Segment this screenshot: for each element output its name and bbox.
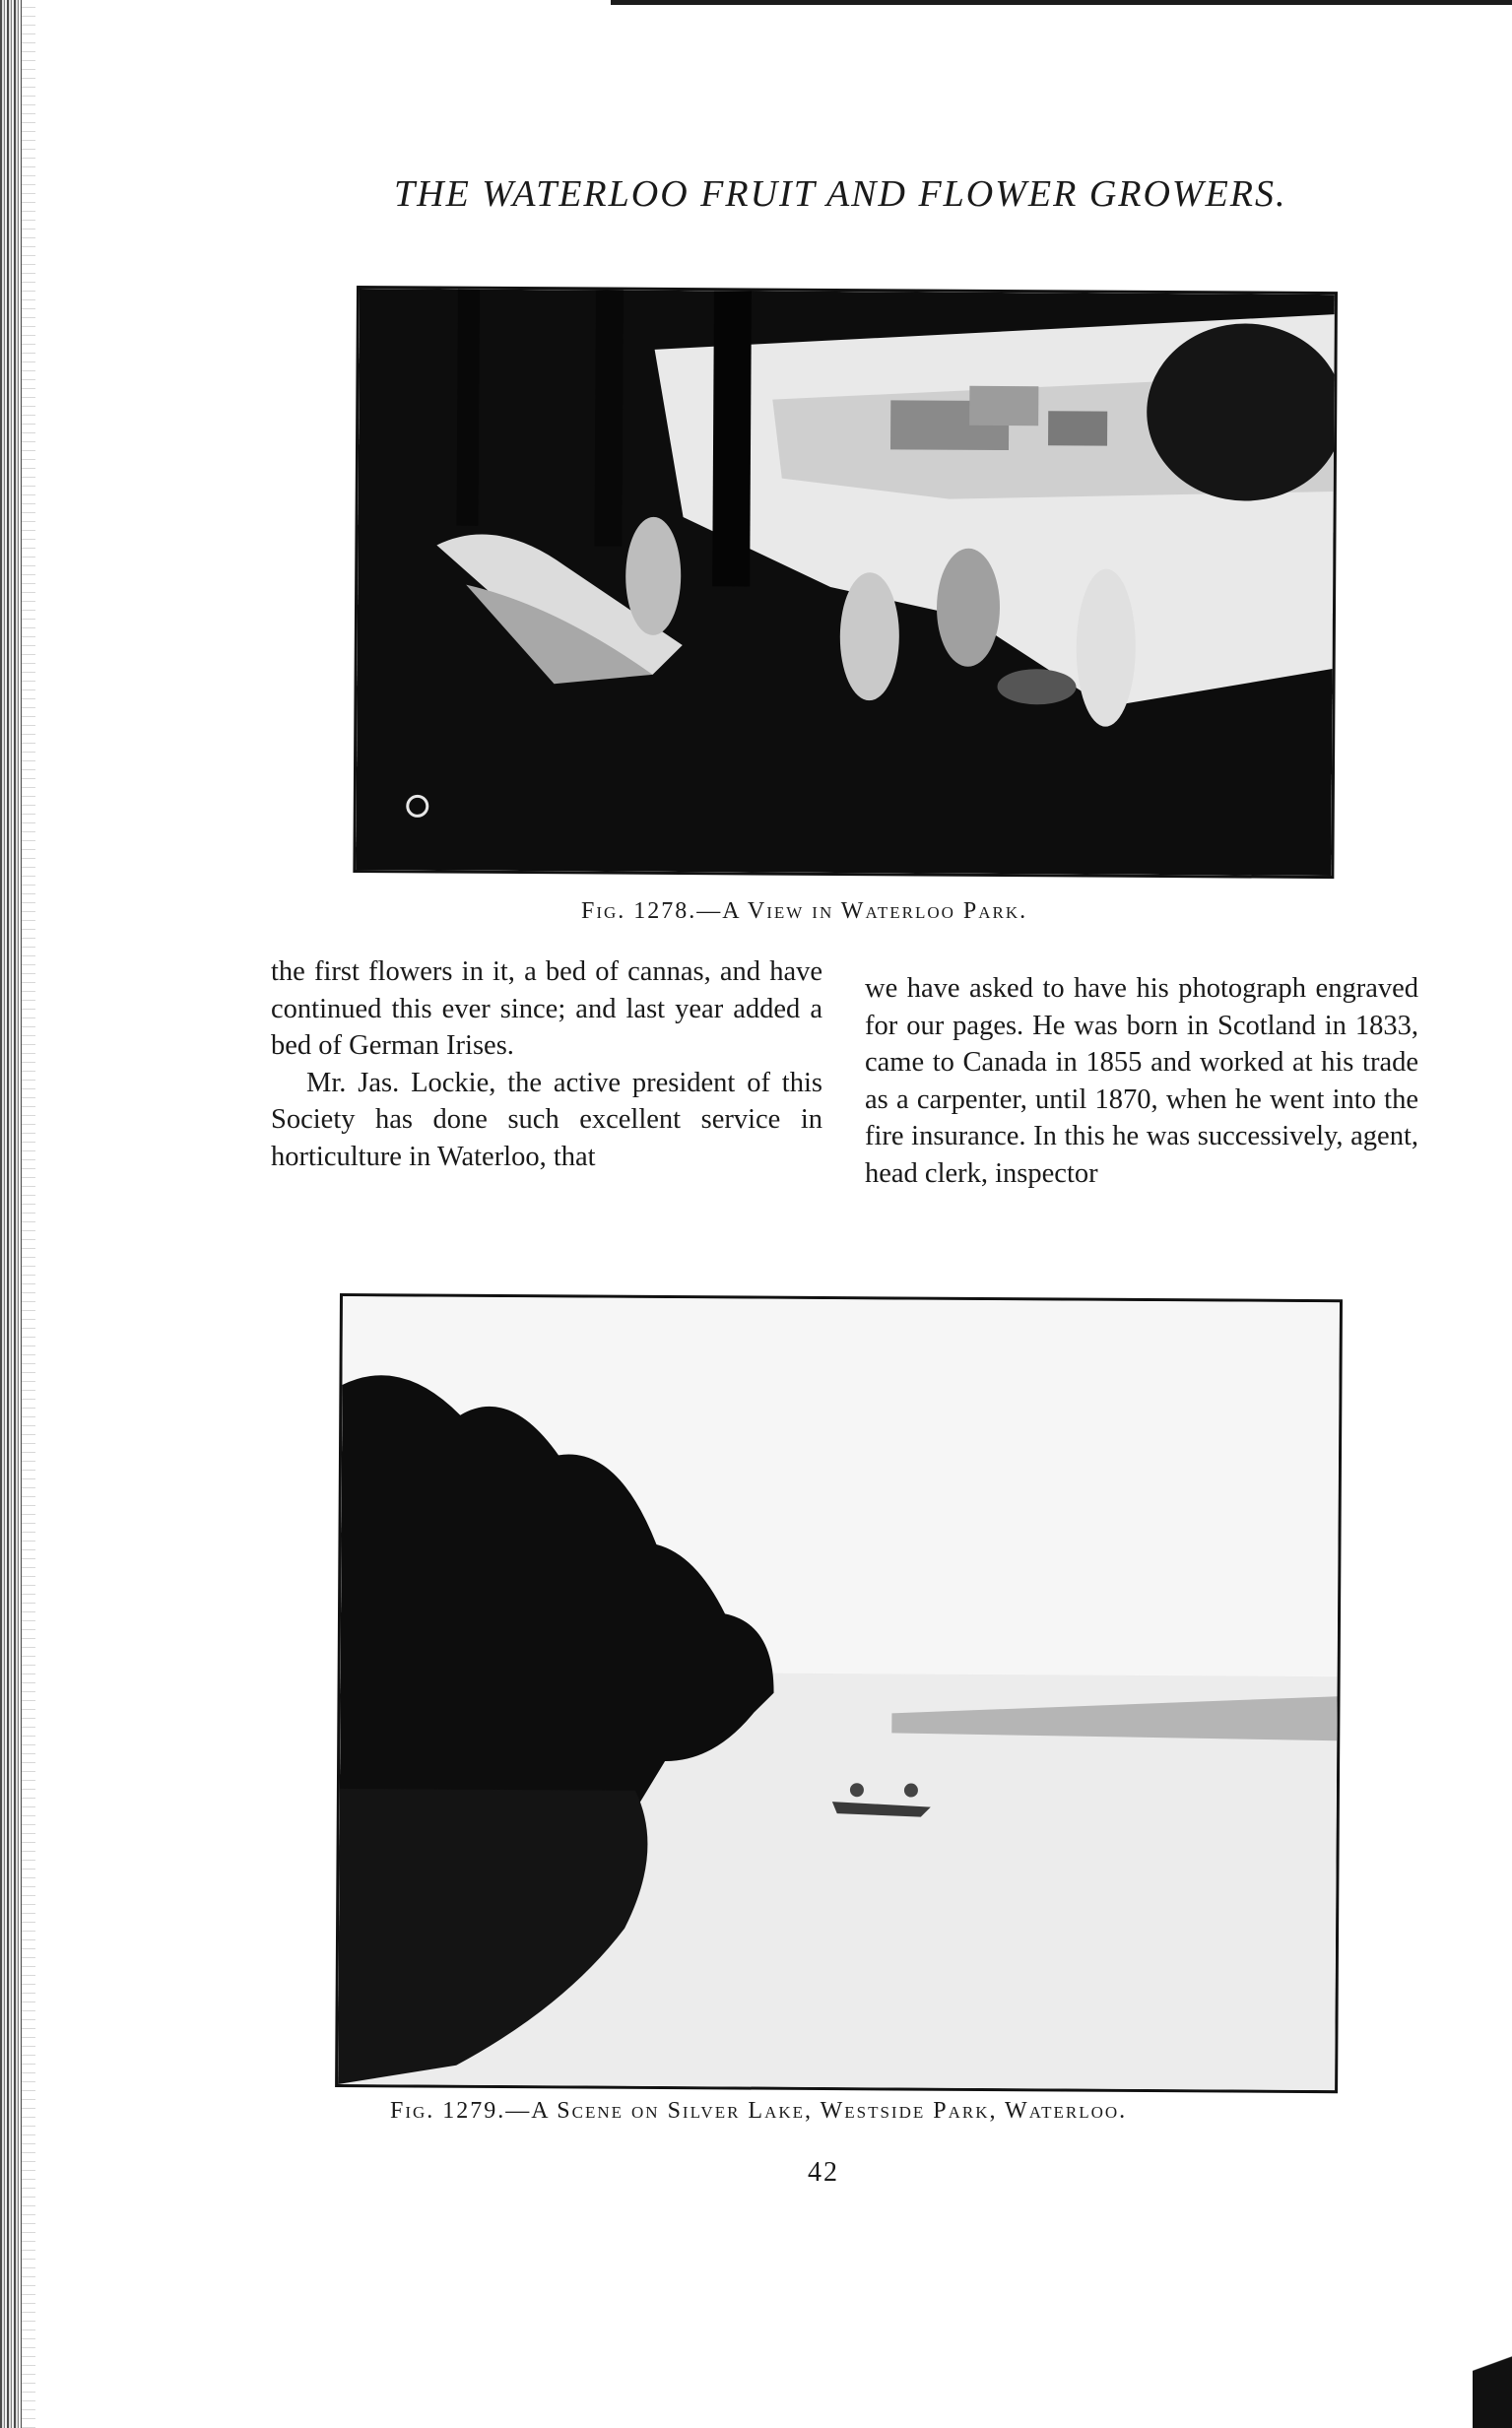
paragraph: Mr. Jas. Lockie, the active president of this Society has done such excellent service in horticulture in Waterloo, that	[271, 1067, 822, 1172]
lake-scene-image	[338, 1296, 1340, 2090]
figure-1278-caption: Fig. 1278.—A View in Waterloo Park.	[581, 898, 1028, 924]
running-head: THE WATERLOO FRUIT AND FLOWER GROWERS.	[394, 173, 1287, 215]
paragraph: we have asked to have his photograph engraved for our pages. He was born in Scotland in 1833, came to Canada in 1855 and worked at his trade as a carpenter, until 1870, when he went into the fire insurance. In this he was successively, agent, head clerk, inspector	[865, 973, 1418, 1189]
page-number: 42	[808, 2157, 839, 2188]
figure-1279-caption: Fig. 1279.—A Scene on Silver Lake, Westside Park, Waterloo.	[390, 2098, 1128, 2124]
page-corner-shadow	[1473, 2339, 1512, 2428]
body-right-column	[865, 970, 1418, 1192]
top-page-edge	[611, 0, 1512, 5]
figure-1279-photo	[335, 1293, 1343, 2093]
park-scene-image	[356, 289, 1335, 876]
paragraph: the first flowers in it, a bed of cannas, and have continued this ever since; and last year added a bed of German Irises.	[271, 956, 822, 1061]
figure-1278-photo	[353, 286, 1338, 879]
body-left-column	[271, 953, 822, 1175]
scanned-binding-shadow	[22, 0, 35, 2428]
scanned-binding-edge	[0, 0, 22, 2428]
